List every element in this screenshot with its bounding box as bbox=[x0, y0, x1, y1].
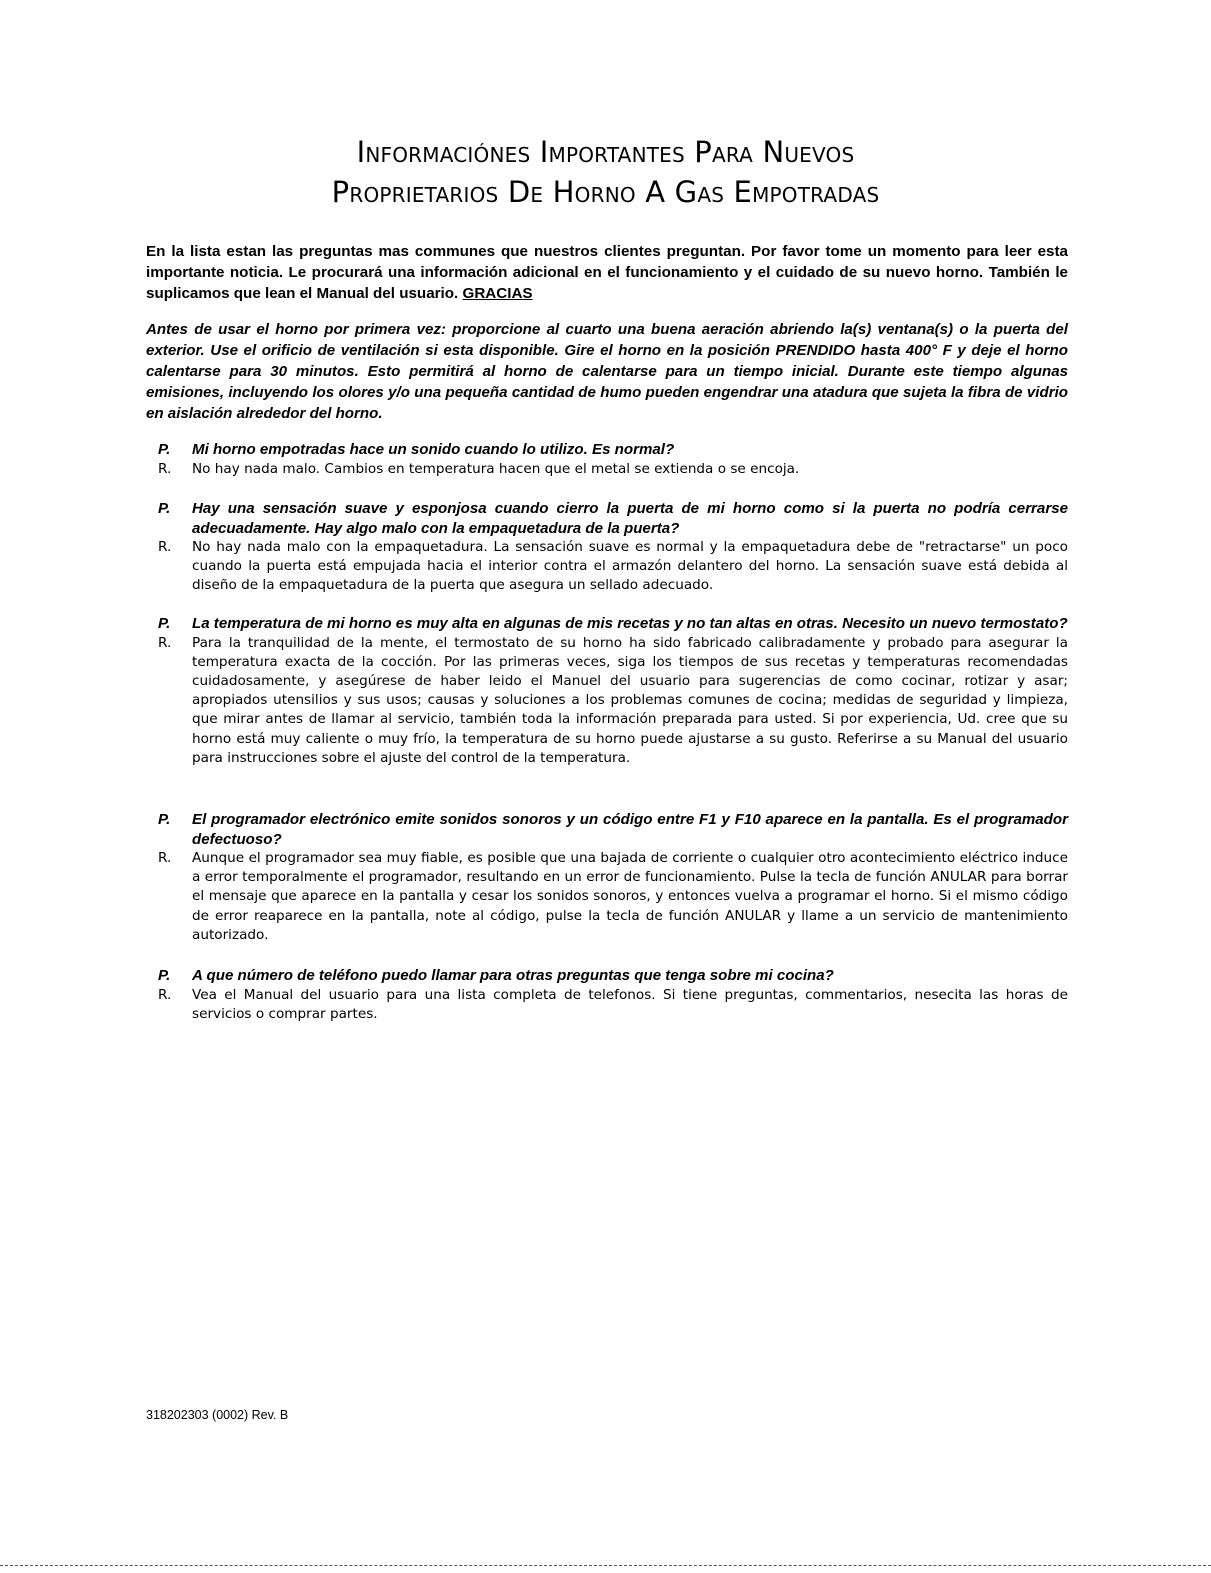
question-tag: P. bbox=[158, 500, 171, 517]
page-title bbox=[0, 132, 1211, 212]
question-tag: P. bbox=[158, 615, 171, 632]
answer bbox=[158, 460, 1068, 479]
question-tag: P. bbox=[158, 967, 171, 984]
question bbox=[158, 810, 1068, 849]
answer-text: Para la tranquilidad de la mente, el termostato de su horno ha sido fabricado calibradamente y probado para asegurar la temperatura exacta de la cocción. Por las primeras veces, siga los tiempos de sus recetas y temperaturas recomendadas cuidadosamente, y asegúrese de haber leido el Manuel del usuario para sugerencias de como cocinar, rotizar y asar; apropiados utensilios y sus usos; causas y soluciones a los problemas comunes de cocina; medidas de seguridad y limpieza, que mirar antes de llamar al servicio, también toda la información preparada para usted. Si por experiencia, Ud. cree que su horno está muy caliente o muy frío, la temperatura de su horno puede ajustarse a su gusto. Referirse a su Manual del usuario para instrucciones sobre el ajuste del control de la temperatura. bbox=[192, 634, 1068, 766]
question bbox=[158, 966, 1068, 986]
question-tag: P. bbox=[158, 811, 171, 828]
qa-block bbox=[158, 810, 1068, 945]
qa-block bbox=[158, 440, 1068, 479]
answer-text: Vea el Manual del usuario para una lista completa de telefonos. Si tiene preguntas, commentarios, nesecita las horas de servicios o comprar partes. bbox=[192, 986, 1068, 1022]
qa-block bbox=[158, 499, 1068, 596]
qa-block bbox=[158, 966, 1068, 1024]
answer bbox=[158, 634, 1068, 768]
page-edge-divider bbox=[0, 1565, 1211, 1566]
title-line-1: Informaciónes Importantes Para Nuevos bbox=[356, 135, 855, 169]
qa-block bbox=[158, 614, 1068, 768]
answer-tag: R. bbox=[158, 986, 172, 1003]
question bbox=[158, 614, 1068, 634]
question-tag: P. bbox=[158, 441, 171, 458]
answer-text: No hay nada malo con la empaquetadura. La sensación suave es normal y la empaquetadura debe de "retractarse" un poco cuando la puerta está empujada hacia el interior contra el armazón delantero del horno. La sensación suave está debida al diseño de la empaquetadura de la puerta que asegura un sellado adecuado. bbox=[192, 539, 1068, 594]
answer bbox=[158, 849, 1068, 945]
question-text: La temperatura de mi horno es muy alta en algunas de mis recetas y no tan altas en otras. Necesito un nuevo termostato? bbox=[192, 615, 1068, 632]
answer-text: Aunque el programador sea muy fiable, es posible que una bajada de corriente o cualquier otro acontecimiento eléctrico induce a error temporalmente el programador, resultando en un error de funcionamiento. Pulse la tecla de función ANULAR para borrar el mensaje que aparece en la pantalla y cesar los sonidos sonoros, y entonces vuelva a programar el horno. Si el mismo código de error reaparece en la pantalla, note al código, pulse la tecla de función ANULAR y llame a un servicio de mantenimiento autorizado. bbox=[192, 850, 1068, 943]
intro-paragraph bbox=[146, 241, 1068, 304]
answer bbox=[158, 538, 1068, 596]
answer bbox=[158, 986, 1068, 1024]
question-text: A que número de teléfono puedo llamar para otras preguntas que tenga sobre mi cocina? bbox=[192, 967, 834, 984]
question-text: Hay una sensación suave y esponjosa cuando cierro la puerta de mi horno como si la puerta no podría cerrarse adecuadamente. Hay algo malo con la empaquetadura de la puerta? bbox=[192, 500, 1068, 537]
answer-tag: R. bbox=[158, 850, 172, 866]
thanks-text: GRACIAS bbox=[462, 285, 533, 302]
question-text: Mi horno empotradas hace un sonido cuando lo utilizo. Es normal? bbox=[192, 441, 675, 458]
intro-text: En la lista estan las preguntas mas communes que nuestros clientes preguntan. Por favor tome un momento para leer esta importante noticia. Le procurará una información adicional en el funcionamiento y el cuidado de su nuevo horno. También le suplicamos que lean el Manual del usuario. bbox=[146, 243, 1068, 302]
answer-tag: R. bbox=[158, 634, 172, 651]
answer-text: No hay nada malo. Cambios en temperatura hacen que el metal se extienda o se encoja. bbox=[192, 460, 800, 477]
title-line-2: Proprietarios De Horno A Gas Empotradas bbox=[331, 175, 880, 209]
first-use-notice: Antes de usar el horno por primera vez: proporcione al cuarto una buena aeración abriendo la(s) ventana(s) o la puerta del exterior. Use el orificio de ventilación si esta disponible. Gire el horno en la posición PRENDIDO hasta 400° F y deje el horno calentarse para 30 minutos. Esto permitirá al horno de calentarse para un tiempo inicial. Durante este tiempo algunas emisiones, incluyendo los olores y/o una pequeña cantidad de humo pueden engendrar una atadura que sujeta la fibra de vidrio en aislación alrededor del horno. bbox=[146, 321, 1068, 422]
question bbox=[158, 440, 1068, 460]
question bbox=[158, 499, 1068, 538]
answer-tag: R. bbox=[158, 539, 172, 555]
answer-tag: R. bbox=[158, 460, 172, 477]
question-text: El programador electrónico emite sonidos sonoros y un código entre F1 y F10 aparece en la pantalla. Es el programador defectuoso? bbox=[192, 811, 1068, 848]
document-code: 318202303 (0002) Rev. B bbox=[146, 1408, 289, 1422]
